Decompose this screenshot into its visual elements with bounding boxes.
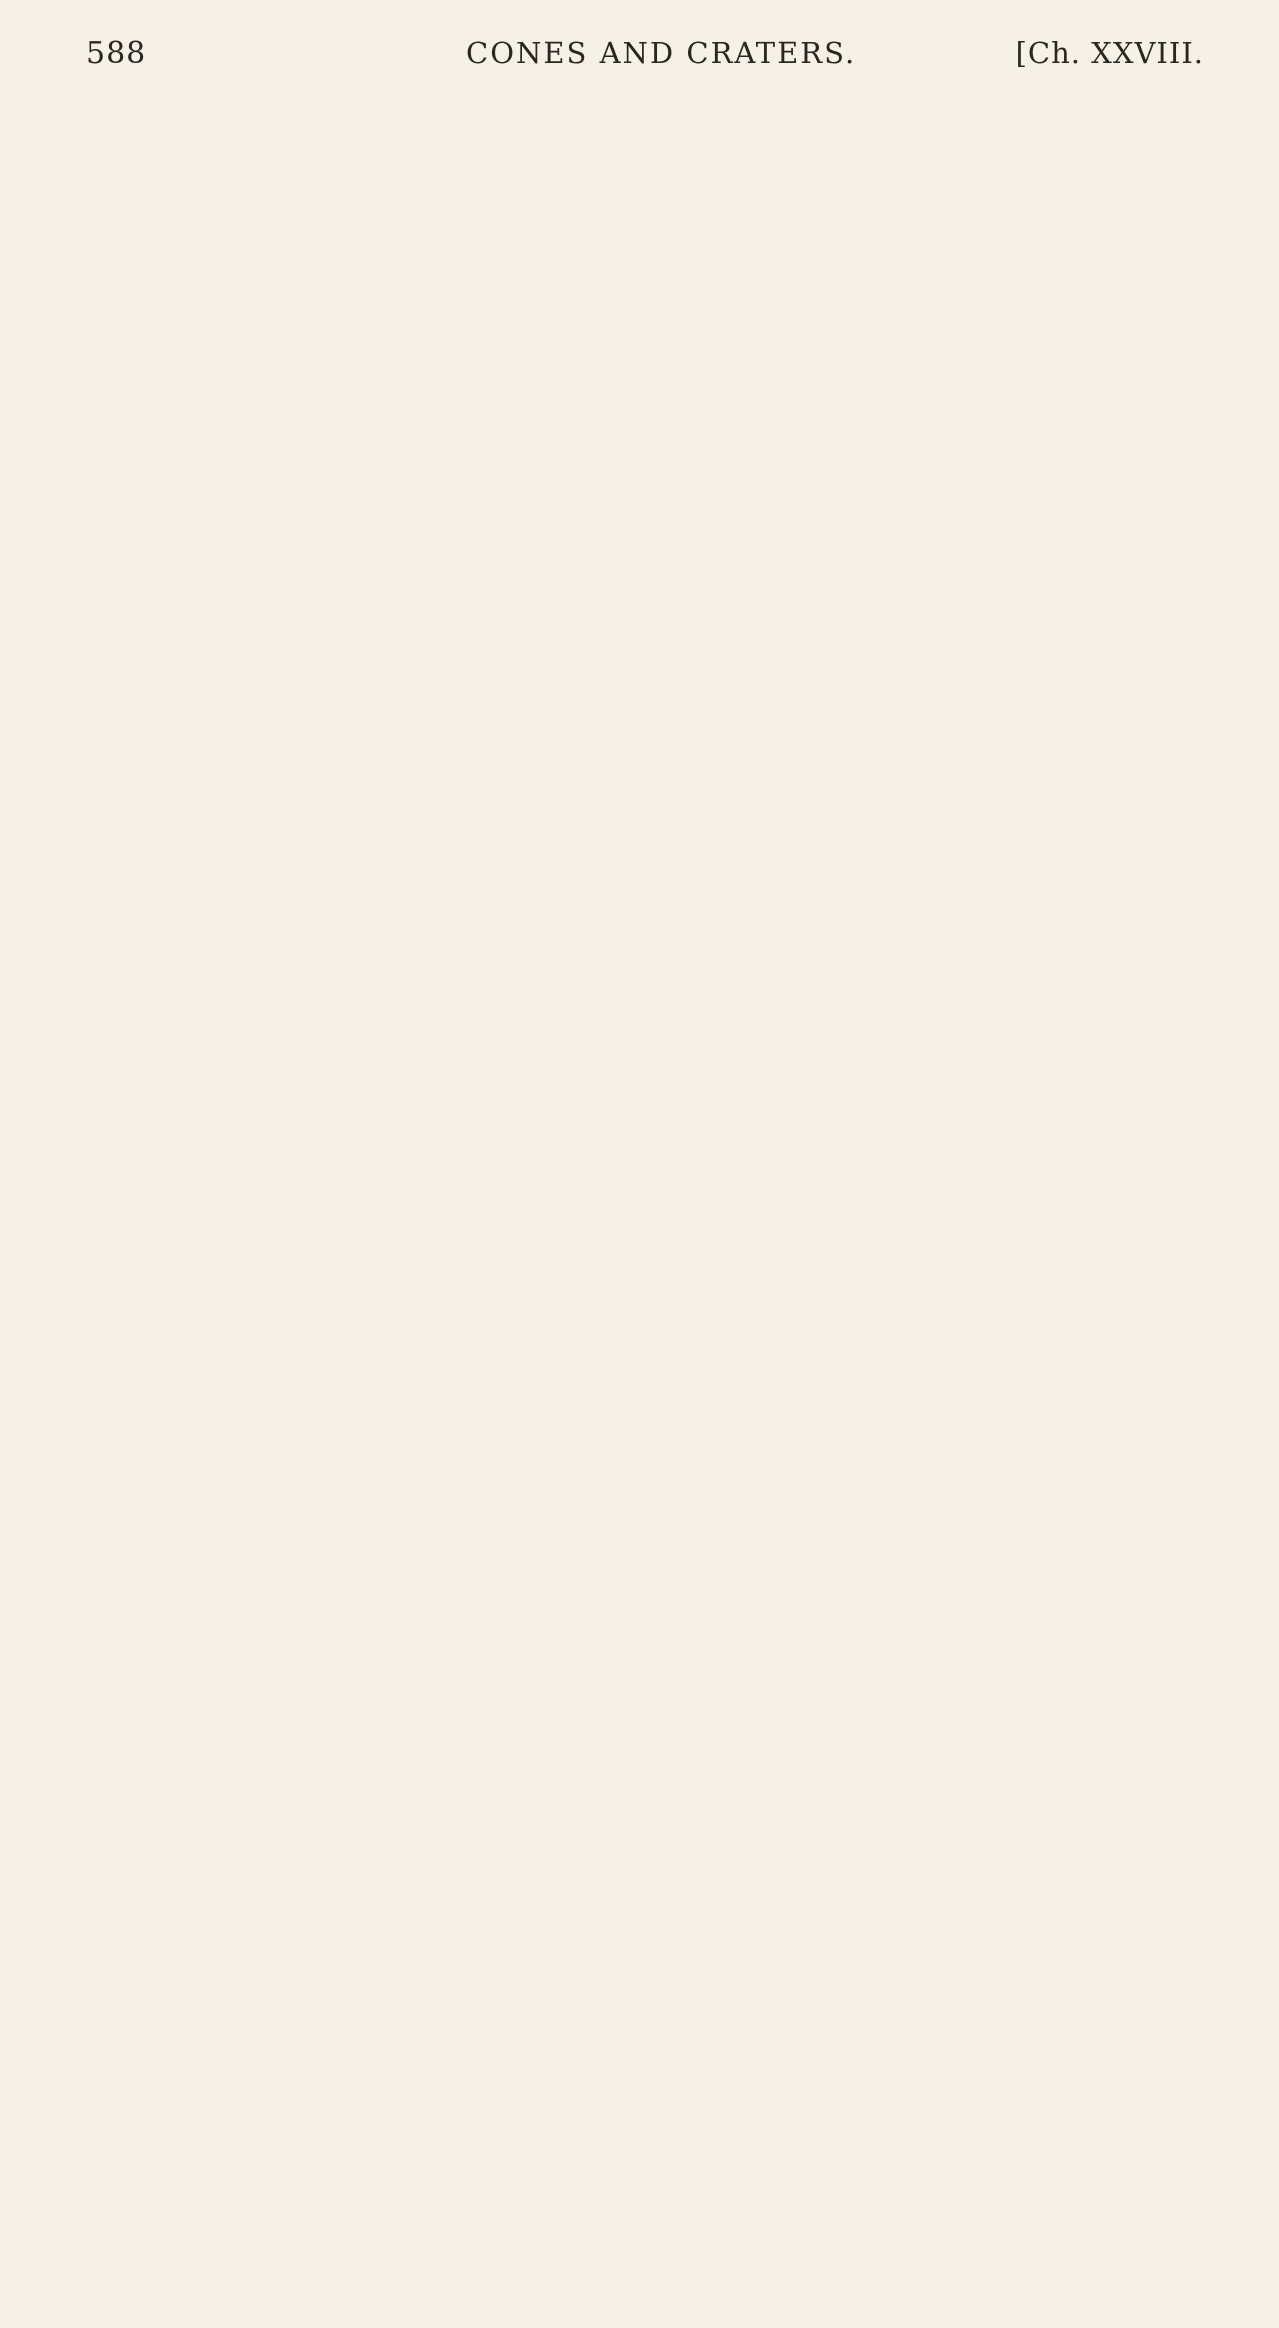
chapter-label: [Ch. XXVIII.	[1015, 36, 1204, 70]
running-title: CONES AND CRATERS.	[466, 36, 857, 70]
page-number: 588	[86, 36, 147, 71]
running-header	[86, 36, 1204, 80]
